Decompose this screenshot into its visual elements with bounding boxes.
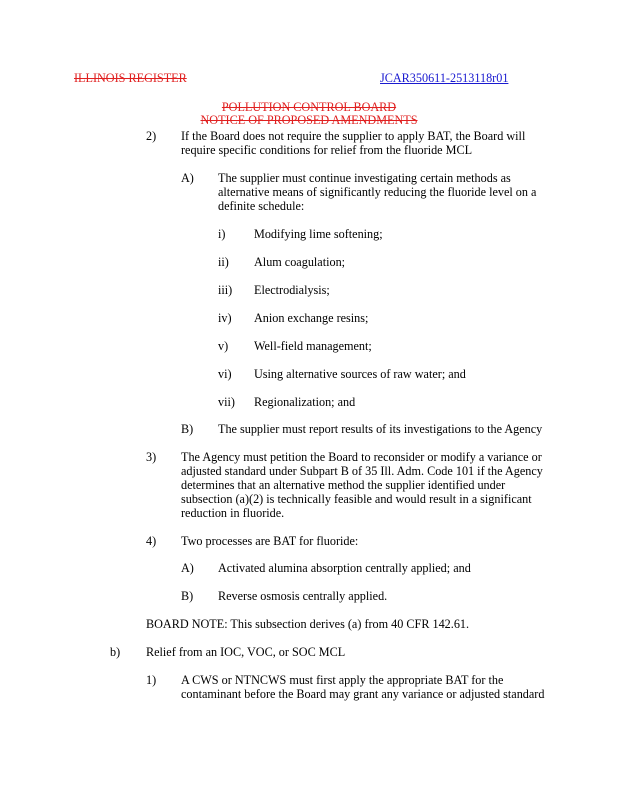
subitem-text: Modifying lime softening; bbox=[254, 227, 383, 241]
item-b1-number: 1) bbox=[146, 673, 157, 687]
item-3-line-1: The Agency must petition the Board to reconsider or modify a variance or bbox=[181, 450, 542, 464]
subitem-text: Alum coagulation; bbox=[254, 255, 346, 269]
register-title: ILLINOIS REGISTER bbox=[74, 71, 187, 85]
subitem-number: iv) bbox=[218, 311, 232, 325]
item-b1-line-1: A CWS or NTNCWS must first apply the appropriate BAT for the bbox=[181, 673, 504, 687]
item-b-text: Relief from an IOC, VOC, or SOC MCL bbox=[146, 645, 346, 659]
item-4-text: Two processes are BAT for fluoride: bbox=[181, 534, 359, 548]
item-3-line-3: determines that an alternative method the supplier identified under bbox=[181, 478, 506, 492]
item-2A-line-1: The supplier must continue investigating certain methods as bbox=[218, 171, 511, 185]
item-2B-number: B) bbox=[181, 422, 194, 436]
item-2B-text: The supplier must report results of its investigations to the Agency bbox=[218, 422, 543, 436]
item-4A-text: Activated alumina absorption centrally applied; and bbox=[218, 561, 471, 575]
item-2-line-1: If the Board does not require the supplier to apply BAT, the Board will bbox=[181, 129, 526, 143]
item-3-number: 3) bbox=[146, 450, 157, 464]
subitem-number: vii) bbox=[218, 395, 235, 409]
agency-title: POLLUTION CONTROL BOARD bbox=[221, 100, 397, 114]
subitem-text: Electrodialysis; bbox=[254, 283, 330, 297]
item-2A-number: A) bbox=[181, 171, 194, 185]
item-2-line-2: require specific conditions for relief from the fluoride MCL bbox=[181, 143, 473, 157]
item-3-line-4: subsection (a)(2) is technically feasible and would result in a significant bbox=[181, 492, 532, 506]
subitem-text: Regionalization; and bbox=[254, 395, 356, 409]
subitem-text: Using alternative sources of raw water; and bbox=[254, 367, 466, 381]
item-4-number: 4) bbox=[146, 534, 157, 548]
jcar-document-link[interactable]: JCAR350611-2513118r01 bbox=[380, 71, 509, 85]
subitem-number: ii) bbox=[218, 255, 229, 269]
item-3-line-5: reduction in fluoride. bbox=[181, 506, 285, 520]
subitem-text: Well-field management; bbox=[254, 339, 372, 353]
board-note: BOARD NOTE: This subsection derives (a) from 40 CFR 142.61. bbox=[146, 617, 470, 631]
subitem-text: Anion exchange resins; bbox=[254, 311, 369, 325]
item-2A-line-3: definite schedule: bbox=[218, 199, 305, 213]
item-4B-text: Reverse osmosis centrally applied. bbox=[218, 589, 388, 603]
subitem-number: vi) bbox=[218, 367, 232, 381]
notice-title: NOTICE OF PROPOSED AMENDMENTS bbox=[200, 113, 418, 127]
item-4B-number: B) bbox=[181, 589, 194, 603]
item-2-number: 2) bbox=[146, 129, 157, 143]
item-3-line-2: adjusted standard under Subpart B of 35 Ill. Adm. Code 101 if the Agency bbox=[181, 464, 543, 478]
subitem-number: iii) bbox=[218, 283, 233, 297]
item-4A-number: A) bbox=[181, 561, 194, 575]
subitem-number: i) bbox=[218, 227, 226, 241]
item-2A-line-2: alternative means of significantly reducing the fluoride level on a bbox=[218, 185, 537, 199]
item-b1-line-2: contaminant before the Board may grant any variance or adjusted standard bbox=[181, 687, 545, 701]
subitem-number: v) bbox=[218, 339, 229, 353]
item-b-number: b) bbox=[110, 645, 121, 659]
